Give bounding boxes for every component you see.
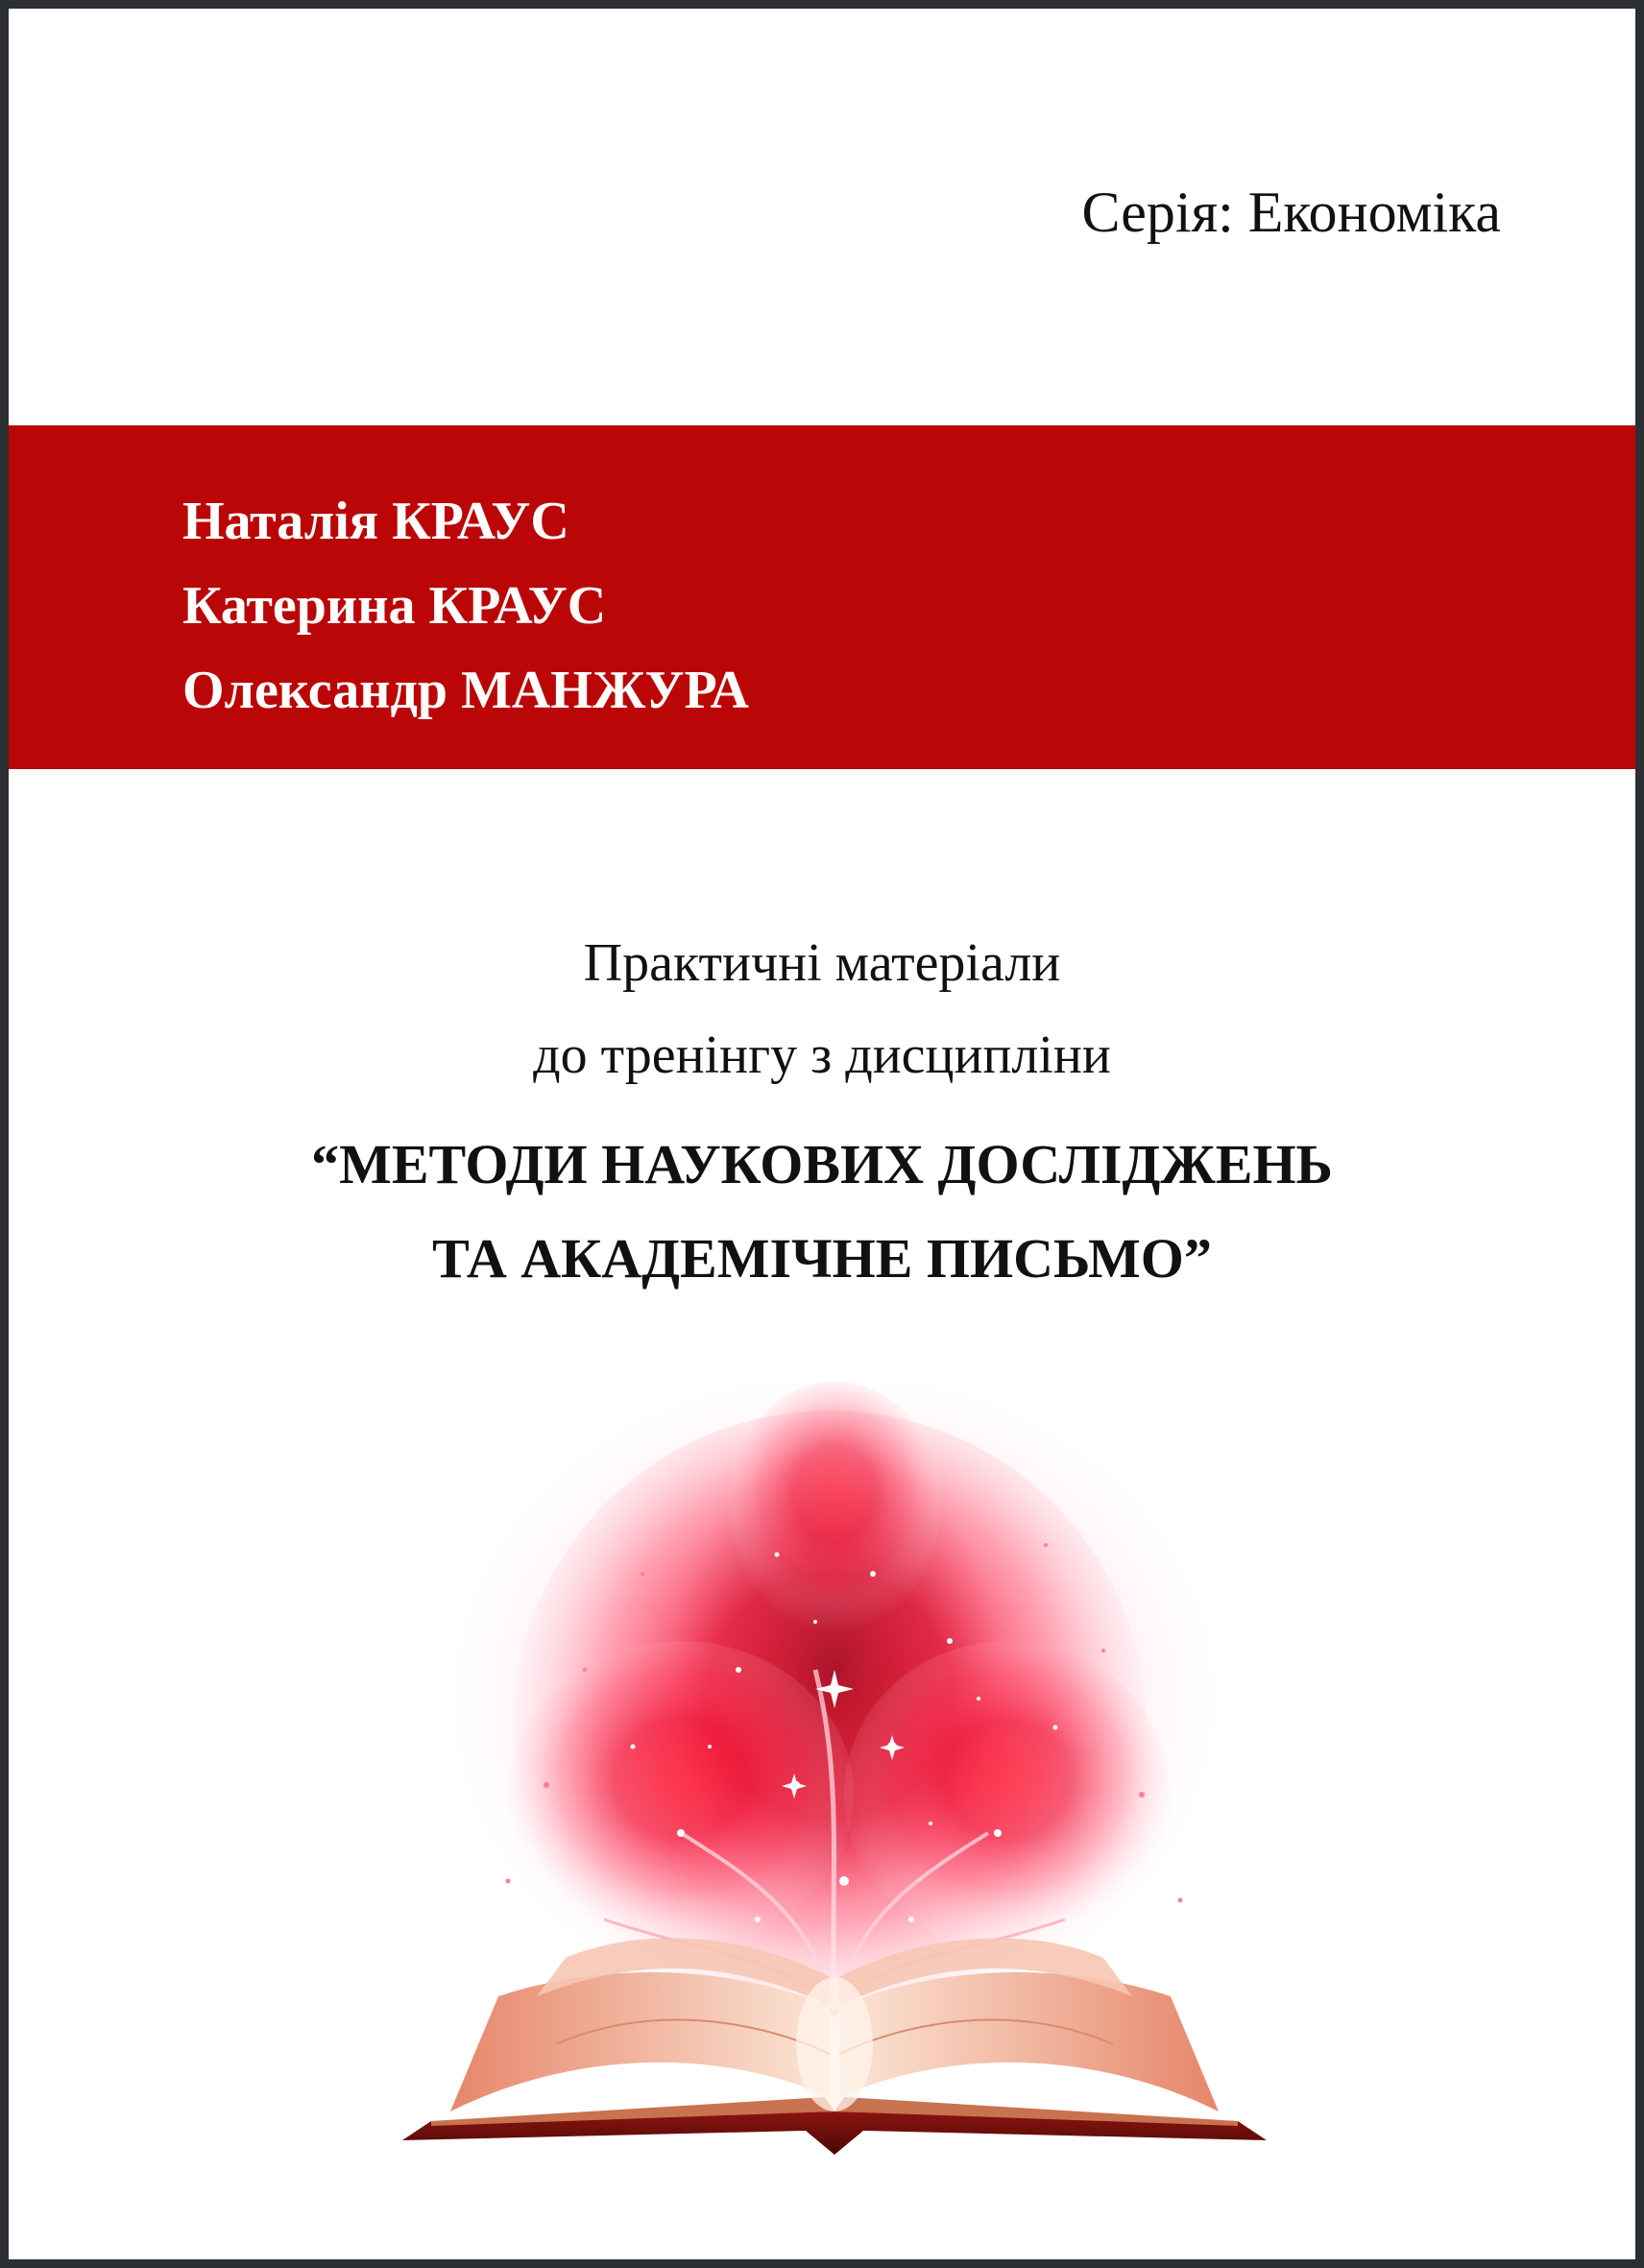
subtitle-line-2: до тренінгу з дисципліни (533, 1025, 1111, 1085)
author-name: Катерина КРАУС (182, 576, 607, 636)
author-list (182, 479, 749, 733)
title-line-1: “МЕТОДИ НАУКОВИХ ДОСЛІДЖЕНЬ (311, 1133, 1333, 1195)
title-line-2: ТА АКАДЕМІЧНЕ ПИСЬМО” (432, 1227, 1212, 1290)
series-label: Серія: Економіка (1081, 181, 1501, 244)
author-name: Наталія КРАУС (182, 492, 569, 551)
subtitle-line-1: Практичні матеріали (583, 933, 1061, 993)
open-book-with-red-sparkles-icon (393, 1382, 1276, 2169)
author-name: Олександр МАНЖУРА (182, 661, 749, 720)
authors-band (9, 425, 1635, 769)
book-cover (9, 9, 1635, 2259)
